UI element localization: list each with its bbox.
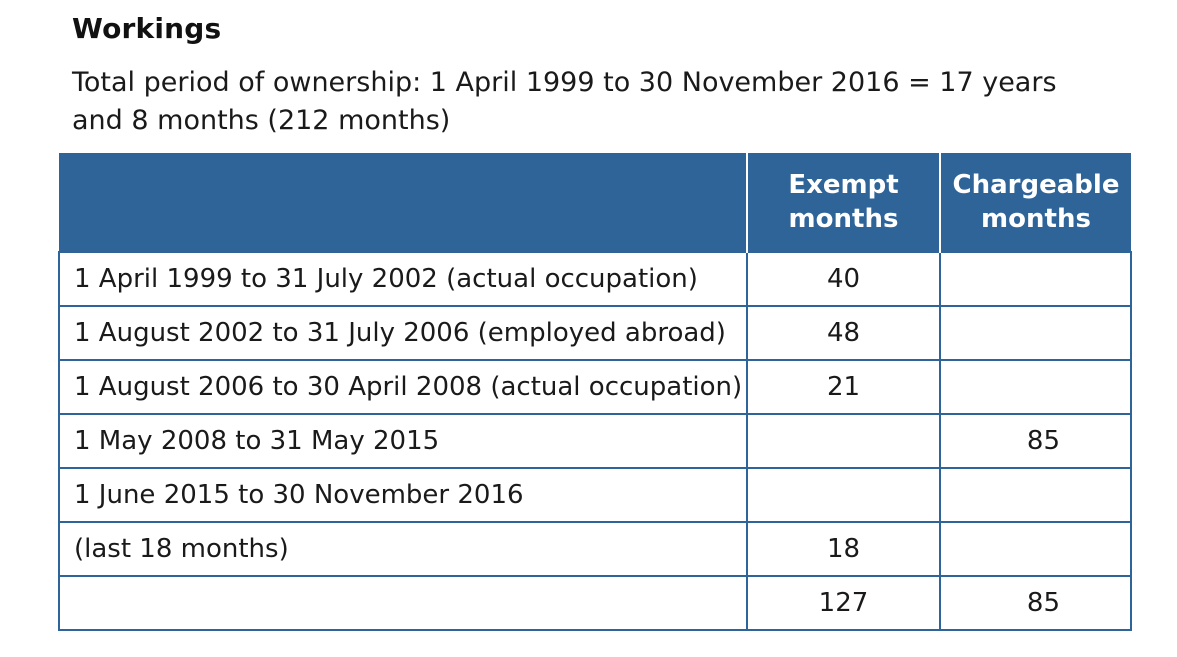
table-row <box>59 468 1131 522</box>
period-cell: (last 18 months) <box>59 522 747 576</box>
period-cell: 1 June 2015 to 30 November 2016 <box>59 468 747 522</box>
ownership-period-text: Total period of ownership: 1 April 1999 to 30 November 2016 = 17 years and 8 months (212 months) <box>72 67 1057 136</box>
period-cell: 1 May 2008 to 31 May 2015 <box>59 414 747 468</box>
header-exempt-months: Exempt months <box>747 153 940 252</box>
table-row <box>59 522 1131 576</box>
chargeable-cell <box>940 522 1131 576</box>
chargeable-cell <box>940 306 1131 360</box>
chargeable-cell <box>940 252 1131 306</box>
exempt-total-cell: 127 <box>747 576 940 630</box>
table-header-row <box>59 153 1131 252</box>
exempt-cell: 21 <box>747 360 940 414</box>
header-chargeable-months: Chargeable months <box>940 153 1131 252</box>
period-cell: 1 August 2002 to 31 July 2006 (employed abroad) <box>59 306 747 360</box>
chargeable-cell <box>940 360 1131 414</box>
chargeable-cell: 85 <box>940 414 1131 468</box>
period-cell <box>59 576 747 630</box>
table-row <box>59 360 1131 414</box>
workings-table <box>58 153 1132 631</box>
chargeable-total-cell: 85 <box>940 576 1131 630</box>
exempt-cell: 40 <box>747 252 940 306</box>
exempt-cell <box>747 414 940 468</box>
chargeable-cell <box>940 468 1131 522</box>
period-cell: 1 August 2006 to 30 April 2008 (actual occupation) <box>59 360 747 414</box>
table-row <box>59 252 1131 306</box>
period-cell: 1 April 1999 to 31 July 2002 (actual occupation) <box>59 252 747 306</box>
workings-table-container <box>58 153 1130 631</box>
table-total-row <box>59 576 1131 630</box>
header-period <box>59 153 747 252</box>
exempt-cell: 48 <box>747 306 940 360</box>
table-row <box>59 414 1131 468</box>
section-heading: Workings <box>72 12 222 45</box>
table-row <box>59 306 1131 360</box>
exempt-cell: 18 <box>747 522 940 576</box>
exempt-cell <box>747 468 940 522</box>
